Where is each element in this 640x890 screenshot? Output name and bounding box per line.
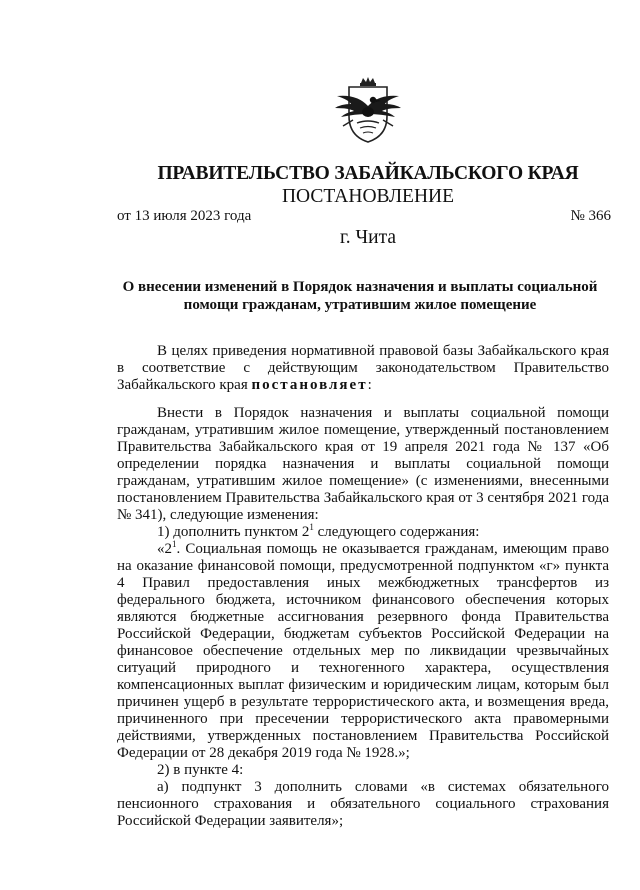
organization-title: ПРАВИТЕЛЬСТВО ЗАБАЙКАЛЬСКОГО КРАЯ: [157, 163, 579, 184]
quote-superscript: 1: [172, 539, 177, 549]
preamble-text: В целях приведения нормативной правовой базы Забайкальского края в соответствие с действующим законодательством Правительство Забайкальского края: [117, 343, 609, 393]
document-city: г. Чита: [339, 227, 397, 248]
document-subject: О внесении изменений в Порядок назначения и выплаты социальной помощи гражданам, утратившим жилое помещение: [122, 279, 598, 313]
coat-of-arms-emblem-icon: [327, 76, 409, 144]
preamble-block: [117, 343, 609, 394]
preamble-keyword: постановляет: [251, 377, 368, 393]
document-number: № 366: [570, 208, 611, 224]
body-item-1: [117, 524, 609, 541]
body-item-2: 2) в пункте 4:: [157, 762, 244, 778]
preamble-paragraph: [117, 343, 609, 394]
document-date: от 13 июля 2023 года: [117, 208, 252, 224]
body-item-2a: а) подпункт 3 дополнить словами «в системах обязательного пенсионного страхования и обязательного социального страхования Российской Федерации заявителя»;: [117, 779, 609, 829]
body-quote: [117, 541, 609, 762]
quote-text-a: «2: [157, 541, 172, 557]
item1-superscript: 1: [309, 522, 314, 532]
item1-text-b: следующего содержания:: [313, 524, 480, 540]
item1-text-a: 1) дополнить пунктом 2: [157, 524, 310, 540]
preamble-end: :: [367, 377, 372, 393]
quote-text-b: . Социальная помощь не оказывается гражданам, имеющим право на оказание финансовой помощи, предусмотренной подпунктом «г» пункта 4 Правил предоставления иных межбюджетных трансфертов из федерального бюджета, источником финансового обеспечения которых являются бюджетные ассигнования резервного фонда Правительства Российской Федерации, бюджетам субъектов Российской Федерации на финансовое обеспечение отдельных мер по ликвидации чрезвычайных ситуаций природного и техногенного характера, осуществления компенсационных выплат физическим и юридическим лицам, которым был причинен ущерб в результате террористического акта, и возмещения вреда, причиненного при пресечении террористического акта правомерными действиями, утвержденных постановлением Правительства Российской Федерации от 28 декабря 2019 года № 1928.»;: [117, 541, 609, 761]
body-intro: Внести в Порядок назначения и выплаты социальной помощи гражданам, утратившим жилое помещение, утвержденный постановлением Правительства Забайкальского края от 19 апреля 2021 года № 137 «Об определении порядка назначения и выплаты социальной помощи гражданам, утратившим жилое помещение» (с изменениями, внесенными постановлением Правительства Забайкальского края от 3 сентября 2021 года № 341), следующие изменения:: [117, 405, 609, 523]
body-block: [117, 405, 609, 830]
document-type: ПОСТАНОВЛЕНИЕ: [281, 186, 455, 207]
